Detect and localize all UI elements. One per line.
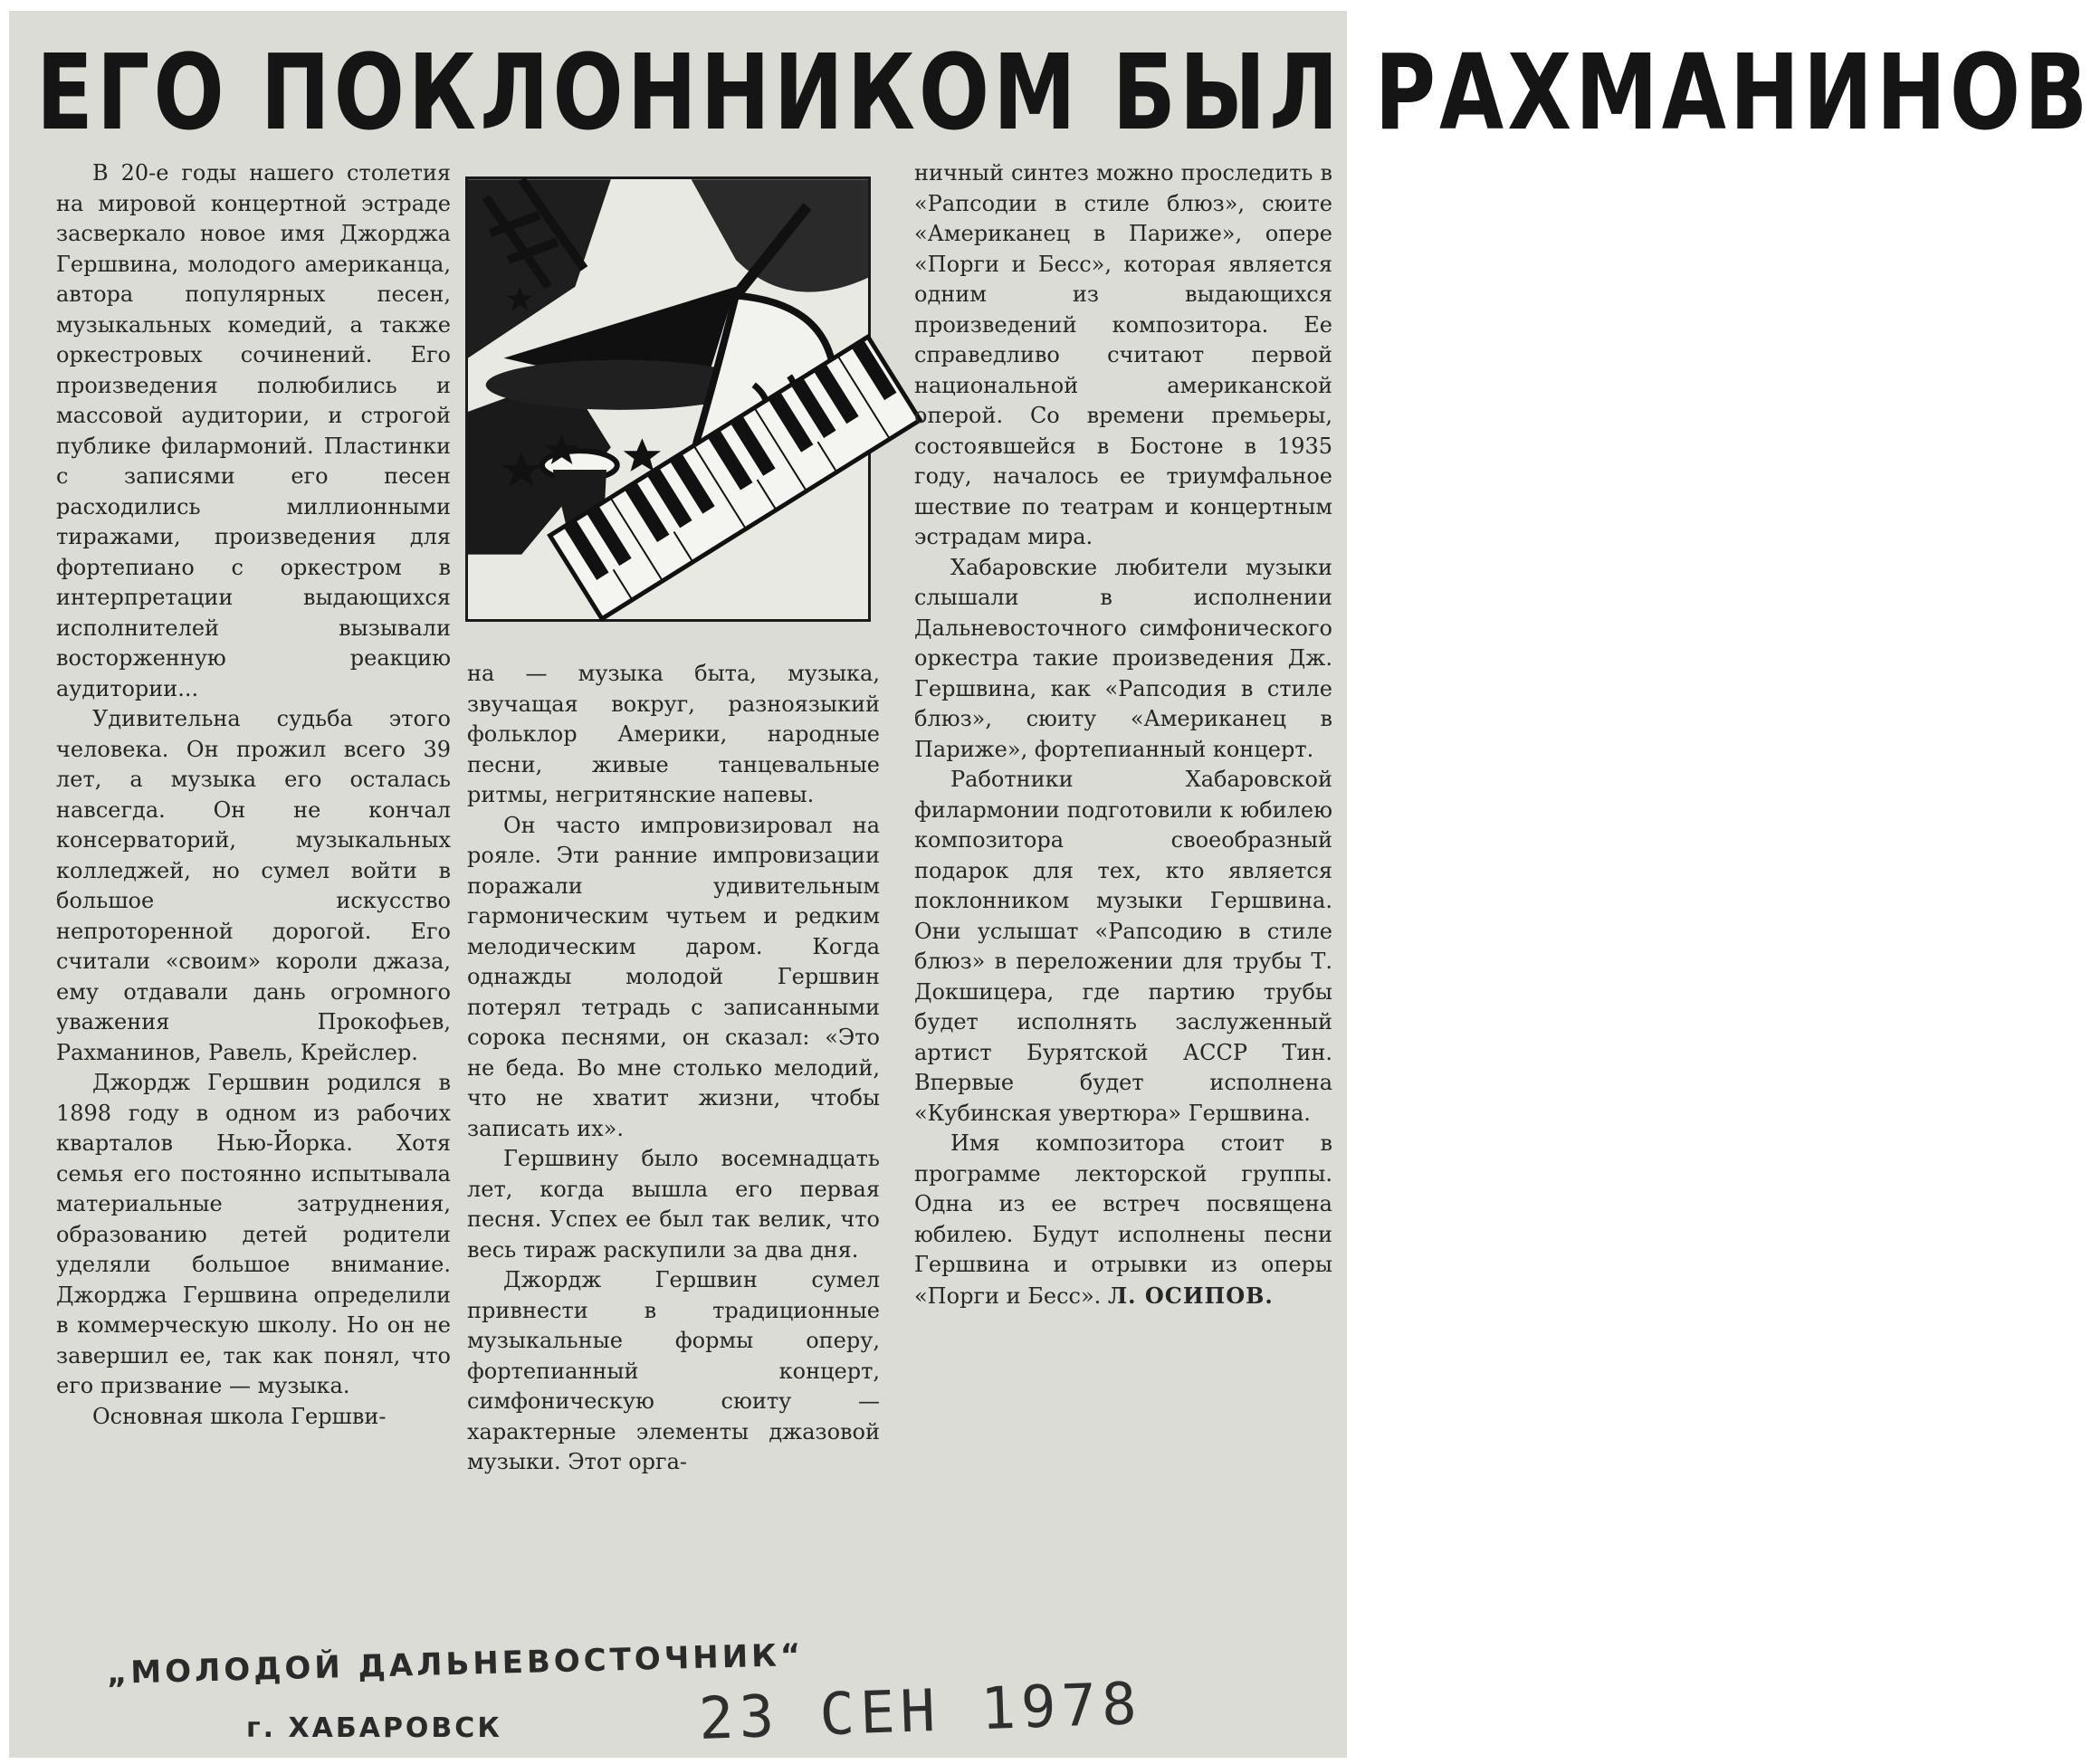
article-column-3: [914, 158, 1332, 1623]
paragraph: Гершвину было восемнадцать лет, когда вышла его первая песня. Успех ее был так велик, что весь тираж раскупили за два дня.: [467, 1146, 880, 1263]
paragraph: на — музыка быта, музыка, звучащая вокруг, разноязыкий фольклор Америки, народные песни, живые танцевальные ритмы, негритянские напевы.: [467, 661, 880, 807]
music-collage-drawing: [468, 179, 868, 619]
paragraph: В 20-е годы нашего столетия на мировой концертной эстраде засверкало новое имя Джорджа Гершвина, молодого американца, автора популярных песен, музыкальных комедий, а также оркестровых сочинений. Его произведения полюбились и массовой аудитории, и строгой публике филармоний. Пластинки с записями его песен расходились миллионными тиражами, произведения для фортепиано с оркестром в интерпретации выдающихся исполнителей вызывали восторженную реакцию аудитории...: [56, 160, 451, 701]
city-stamp: г. ХАБАРОВСК: [246, 1712, 502, 1744]
newspaper-clipping: [9, 11, 2091, 1758]
paragraph: Он часто импровизировал на рояле. Эти ранние импровизации поражали удивительным гармоническим чутьем и редким мелодическим даром. Когда однажды молодой Гершвин потерял тетрадь с записанными сорока песнями, он сказал: «Это не беда. Во мне столько мелодий, что не хватит жизни, чтобы записать их».: [467, 812, 880, 1141]
illustration-music-collage: [465, 176, 871, 622]
paragraph: Основная школа Гершви-: [92, 1403, 387, 1429]
article-column-2: [467, 659, 880, 1618]
paragraph: Джордж Гершвин сумел привнести в традиционные музыкальные формы оперу, фортепианный концерт, симфоническую сюиту — характерные элементы джазовой музыки. Этот орга-: [467, 1267, 880, 1474]
closing-sentence: Имя композитора стоит в программе лекторской группы. Одна из ее встреч посвящена юбилею. Будут исполнены песни Гершвина и отрывки из оперы «Порги и Бесс».: [914, 1130, 1332, 1309]
date-stamp: 23 СЕН 1978: [697, 1670, 1143, 1753]
article-column-1: [56, 158, 451, 1579]
headline: ЕГО ПОКЛОННИКОМ БЫЛ РАХМАНИНОВ: [36, 32, 2091, 154]
paragraph: Джордж Гершвин родился в 1898 году в одном из рабочих кварталов Нью-Йорка. Хотя семья его постоянно испытывала материальные затруднения, образованию детей родители уделяли большое внимание. Джорджа Гершвина определили в коммерческую школу. Но он не завершил ее, так как понял, что его призвание — музыка.: [56, 1070, 451, 1398]
newspaper-name-stamp: „МОЛОДОЙ ДАЛЬНЕВОСТОЧНИК“: [106, 1636, 805, 1692]
paragraph: [914, 1129, 1332, 1311]
paragraph: ничный синтез можно проследить в «Рапсодии в стиле блюз», сюите «Американец в Париже», опере «Порги и Бесс», которая является одним из выдающихся произведений композитора. Ее справедливо считают первой национальной американской оперой. Со времени премьеры, состоявшейся в Бостоне в 1935 году, началось ее триумфальное шествие по театрам и концертным эстрадам мира.: [914, 160, 1332, 549]
paragraph: Удивительна судьба этого человека. Он прожил всего 39 лет, а музыка его осталась навсегда. Он не кончал консерваторий, музыкальных колледжей, но сумел войти в большое искусство непроторенной дорогой. Его считали «своим» короли джаза, ему отдавали дань огромного уважения Прокофьев, Рахманинов, Равель, Крейслер.: [56, 706, 451, 1065]
paragraph: Работники Хабаровской филармонии подготовили к юбилею композитора своеобразный подарок для тех, кто является поклонником музыки Гершвина. Они услышат «Рапсодию в стиле блюз» в переложении для трубы Т. Докшицера, где партию трубы будет исполнять заслуженный артист Бурятской АССР Тин. Впервые будет исполнена «Кубинская увертюра» Гершвина.: [914, 767, 1332, 1126]
author-signature: Л. ОСИПОВ.: [1107, 1282, 1274, 1309]
paragraph: Хабаровские любители музыки слышали в исполнении Дальневосточного симфонического оркестра такие произведения Дж. Гершвина, как «Рапсодия в стиле блюз», сюиту «Американец в Париже», фортепианный концерт.: [914, 554, 1332, 762]
